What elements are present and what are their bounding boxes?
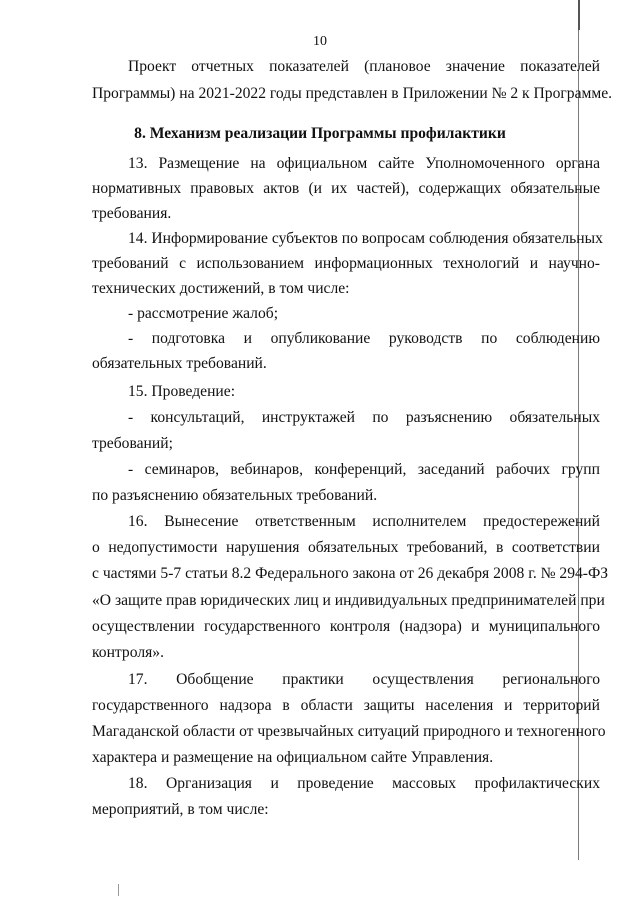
paragraph-line: государственного надзора в области защиты населения и территорий xyxy=(92,697,600,714)
list-item-line: - консультаций, инструктажей по разъяснению обязательных xyxy=(128,409,600,426)
paragraph-line: требований с использованием информационных технологий и научно- xyxy=(92,255,600,272)
paragraph-line: требования. xyxy=(92,205,172,222)
scan-artifact-mark xyxy=(118,884,119,896)
page-number: 10 xyxy=(313,34,327,49)
paragraph-line: Проект отчетных показателей (плановое значение показателей xyxy=(128,58,600,75)
paragraph-line: «О защите прав юридических лиц и индивидуальных предпринимателей при xyxy=(92,592,605,609)
paragraph-line: о недопустимости нарушения обязательных требований, в соответствии xyxy=(92,539,600,556)
paragraph-line: 16. Вынесение ответственным исполнителем предостережений xyxy=(128,513,600,530)
paragraph-line: Программы) на 2021-2022 годы представлен в Приложении № 2 к Программе. xyxy=(92,85,613,102)
list-item-line: - семинаров, вебинаров, конференций, заседаний рабочих групп xyxy=(128,461,600,478)
paragraph-line: по разъяснению обязательных требований. xyxy=(92,487,378,504)
paragraph-line: Магаданской области от чрезвычайных ситуаций природного и техногенного xyxy=(92,723,606,740)
paragraph-line: 18. Организация и проведение массовых профилактических xyxy=(128,775,600,792)
paragraph-line: 13. Размещение на официальном сайте Уполномоченного органа xyxy=(128,155,600,172)
paragraph-line: 17. Обобщение практики осуществления регионального xyxy=(128,671,600,688)
paragraph-line: контроля». xyxy=(92,644,164,661)
list-item-line: - рассмотрение жалоб; xyxy=(128,305,279,322)
scan-margin-mark xyxy=(578,0,580,30)
paragraph-line: с частями 5-7 статьи 8.2 Федерального закона от 26 декабря 2008 г. № 294-ФЗ xyxy=(92,565,609,582)
paragraph-line: характера и размещение на официальном сайте Управления. xyxy=(92,749,494,766)
paragraph-line: осуществлении государственного контроля (надзора) и муниципального xyxy=(92,618,600,635)
paragraph-line: 14. Информирование субъектов по вопросам соблюдения обязательных xyxy=(128,230,603,247)
list-item-line: - подготовка и опубликование руководств по соблюдению xyxy=(128,330,600,347)
paragraph-line: технических достижений, в том числе: xyxy=(92,280,350,297)
section-heading: 8. Механизм реализации Программы профилактики xyxy=(134,125,506,142)
paragraph-line: требований; xyxy=(92,435,173,452)
paragraph-line: нормативных правовых актов (и их частей), содержащих обязательные xyxy=(92,180,600,197)
paragraph-line: 15. Проведение: xyxy=(128,383,236,400)
paragraph-line: мероприятий, в том числе: xyxy=(92,801,269,818)
paragraph-line: обязательных требований. xyxy=(92,355,267,372)
